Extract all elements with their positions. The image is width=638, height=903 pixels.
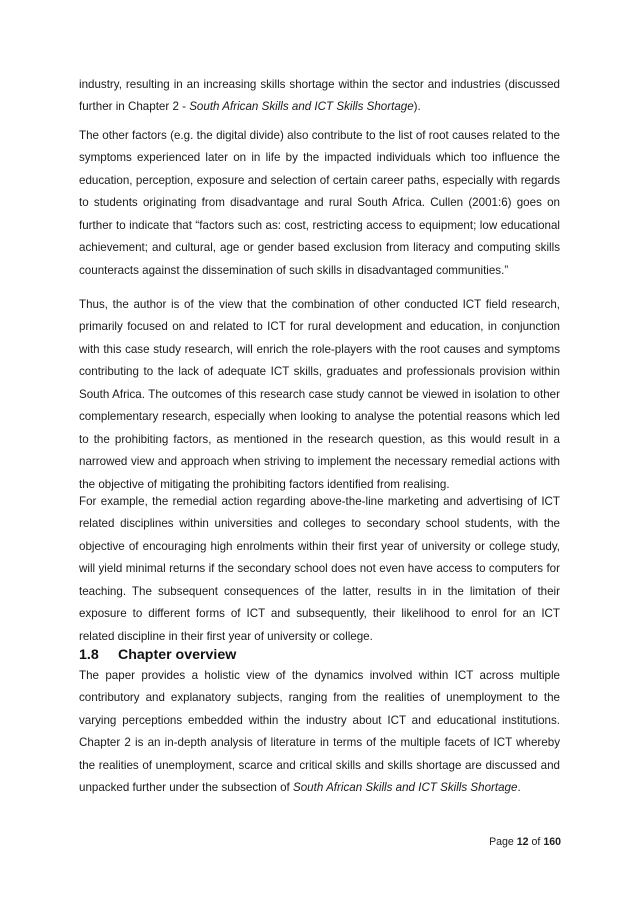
page-word: Page xyxy=(489,836,514,848)
paragraph-example: For example, the remedial action regarding above-the-line marketing and advertising of ICT related disciplines within universities and colleges to secondary school students, with the objective of encouraging high enrolments within their first year of university or college study, will yield minimal returns if the secondary school does not even have access to computers for teaching. The subsequent consequences of the latter, results in in the limitation of their exposure to different forms of ICT and subsequently, their likelihood to enrol for an ICT related discipline in their first year of university or college. xyxy=(79,495,560,643)
page-current-number: 12 xyxy=(516,836,529,848)
of-word: of xyxy=(531,836,541,848)
paragraph-chapter-overview xyxy=(79,665,560,800)
italic-reference: South African Skills and ICT Skills Shortage xyxy=(292,781,518,795)
page-footer xyxy=(489,836,561,848)
paragraph-text-end: ). xyxy=(413,100,421,114)
italic-reference: South African Skills and ICT Skills Shortage xyxy=(189,100,414,114)
page-total-number: 160 xyxy=(543,836,561,848)
paragraph-text-end: . xyxy=(517,781,521,795)
paragraph-continuation xyxy=(79,74,560,119)
section-heading xyxy=(79,646,236,664)
paragraph-author-view: Thus, the author is of the view that the combination of other conducted ICT field research, primarily focused on and related to ICT for rural development and education, in conjunction with this case study research, will enrich the role-players with the root causes and symptoms contributing to the lack of adequate ICT skills, graduates and professionals provision within South Africa. The outcomes of this research case study cannot be viewed in isolation to other complementary research, especially when looking to analyse the potential reasons which led to the prohibiting factors, as mentioned in the research question, as this would result in a narrowed view and approach when striving to implement the necessary remedial actions with the objective of mitigating the prohibiting factors identified from realising. xyxy=(79,298,560,491)
paragraph-other-factors: The other factors (e.g. the digital divide) also contribute to the list of root causes related to the symptoms experienced later on in life by the impacted individuals which too influence the education, perception, exposure and selection of certain career paths, especially with regards to students originating from disadvantage and rural South Africa. Cullen (2001:6) goes on further to indicate that “factors such as: cost, restricting access to equipment; low educational achievement; and cultural, age or gender based exclusion from literacy and computing skills counteracts against the dissemination of such skills in disadvantaged communities.” xyxy=(79,129,560,277)
section-title: Chapter overview xyxy=(118,647,237,663)
paragraph-text: industry, resulting in an increasing skills shortage within the sector and industries (discussed further in Chapter 2 - xyxy=(79,78,560,114)
paragraph-text: The paper provides a holistic view of the dynamics involved within ICT across multiple contributory and explanatory subjects, ranging from the realities of unemployment to the varying perceptions embedded within the industry about ICT and educational institutions. Chapter 2 is an in-depth analysis of literature in terms of the multiple facets of ICT whereby the realities of unemployment, scarce and critical skills and skills shortage are discussed and unpacked further under the subsection of xyxy=(79,669,560,795)
section-number: 1.8 xyxy=(79,647,99,663)
